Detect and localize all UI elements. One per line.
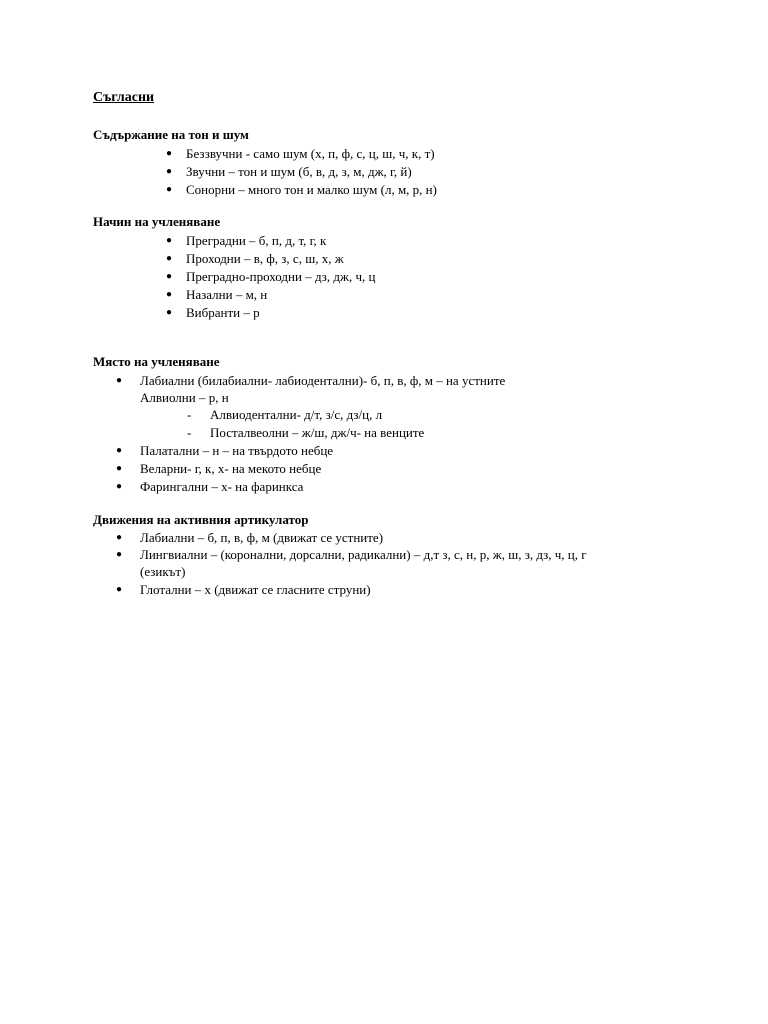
section-heading-articulator: Движения на активния артикулатор — [93, 512, 309, 527]
list-item: Звучни – тон и шум (б, в, д, з, м, дж, г, й) — [186, 164, 412, 179]
document-title: Съгласни — [93, 90, 155, 105]
list-item: Веларни- г, к, х- на мекото небце — [140, 461, 322, 476]
bullet-icon: ● — [166, 184, 173, 195]
list-item: Палатални – н – на твърдото небце — [140, 443, 334, 458]
bullet-icon: ● — [166, 253, 173, 264]
list-item: Лингвиални – (коронални, дорсални, радикални) – д,т з, с, н, р, ж, ш, з, дз, ч, ц, г — [140, 547, 587, 562]
list-item: Сонорни – много тон и малко шум (л, м, р, н) — [186, 182, 437, 197]
list-item: Глотални – х (движат се гласните струни) — [140, 582, 371, 597]
bullet-icon: ● — [116, 532, 123, 543]
sub-list-item: Алвиодентални- д/т, з/с, дз/ц, л — [210, 407, 383, 422]
bullet-icon: ● — [116, 445, 123, 456]
list-item: Беззвучни - само шум (х, п, ф, с, ц, ш, ч, к, т) — [186, 146, 435, 161]
bullet-icon: ● — [166, 166, 173, 177]
bullet-icon: ● — [166, 235, 173, 246]
list-item: Преградно-проходни – дз, дж, ч, ц — [186, 269, 376, 284]
bullet-icon: ● — [166, 148, 173, 159]
bullet-icon: ● — [116, 463, 123, 474]
list-item-continuation: (езикът) — [140, 564, 186, 579]
list-item: Вибранти – р — [186, 305, 260, 320]
bullet-icon: ● — [116, 481, 123, 492]
list-item: Лабиални – б, п, в, ф, м (движат се устните) — [140, 530, 384, 545]
dash-icon: - — [187, 407, 192, 422]
section-heading-tone-noise: Съдържание на тон и шум — [93, 127, 249, 142]
list-item-continuation: Алвиолни – р, н — [140, 390, 229, 405]
bullet-icon: ● — [116, 375, 123, 386]
bullet-icon: ● — [166, 307, 173, 318]
bullet-icon: ● — [166, 289, 173, 300]
list-item: Назални – м, н — [186, 287, 268, 302]
section-heading-manner: Начин на учленяване — [93, 214, 221, 229]
list-item: Лабиални (билабиални- лабиодентални)- б, п, в, ф, м – на устните — [140, 373, 506, 388]
list-item: Преградни – б, п, д, т, г, к — [186, 233, 327, 248]
list-item: Проходни – в, ф, з, с, ш, х, ж — [186, 251, 344, 266]
bullet-icon: ● — [116, 549, 123, 560]
dash-icon: - — [187, 425, 192, 440]
sub-list-item: Посталвеолни – ж/ш, дж/ч- на венците — [210, 425, 425, 440]
bullet-icon: ● — [116, 584, 123, 595]
list-item: Фарингални – х- на фаринкса — [140, 479, 304, 494]
section-heading-place: Място на учленяване — [93, 354, 220, 369]
bullet-icon: ● — [166, 271, 173, 282]
